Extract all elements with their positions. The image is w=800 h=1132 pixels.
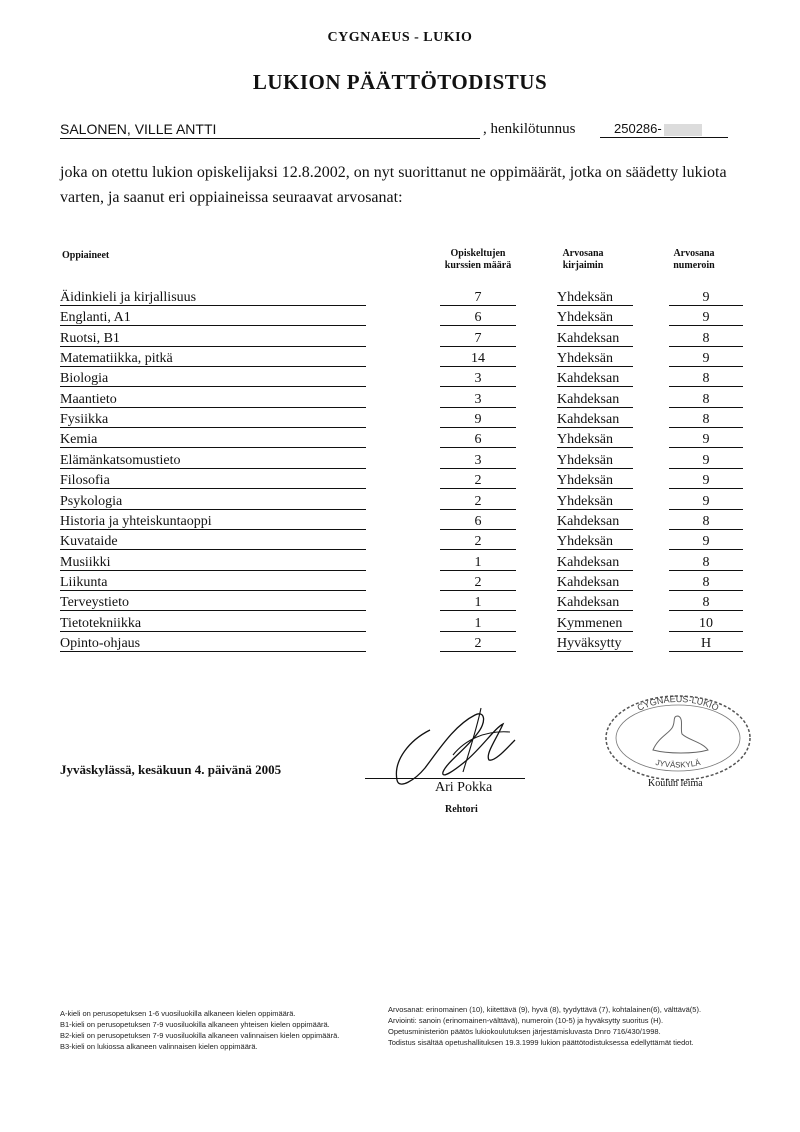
intro-line-2: varten, ja saanut eri oppiaineissa seuraavat arvosanat: [60, 189, 403, 206]
subject-cell: Tietotekniikka [60, 615, 366, 632]
stamp-top-text: CYGNAEUS-LUKIO [635, 693, 721, 713]
grade-number-cell: H [669, 635, 743, 652]
column-header-courses [438, 248, 518, 272]
table-row [0, 615, 800, 635]
grade-word-cell: Kahdeksan [557, 513, 633, 530]
grade-word-cell: Yhdeksän [557, 452, 633, 469]
courses-cell: 3 [440, 391, 516, 408]
subject-cell: Terveystieto [60, 594, 366, 611]
signer-role: Rehtori [445, 804, 478, 815]
courses-cell: 2 [440, 493, 516, 510]
subject-cell: Musiikki [60, 554, 366, 571]
grade-word-cell: Kahdeksan [557, 574, 633, 591]
courses-cell: 9 [440, 411, 516, 428]
footnote-left: B1-kieli on perusopetuksen 7-9 vuosiluokilla alkaneen yhteisen kielen oppimäärä. [60, 1020, 330, 1029]
grade-number-cell: 9 [669, 452, 743, 469]
table-row [0, 574, 800, 594]
id-redaction [664, 124, 702, 136]
subject-cell: Filosofia [60, 472, 366, 489]
courses-cell: 2 [440, 472, 516, 489]
school-stamp [598, 688, 758, 783]
table-row [0, 635, 800, 655]
grade-word-cell: Kahdeksan [557, 370, 633, 387]
subject-cell: Kuvataide [60, 533, 366, 550]
table-row [0, 330, 800, 350]
grade-word-cell: Yhdeksän [557, 350, 633, 367]
id-value: 250286- [614, 121, 662, 136]
grade-word-cell: Kahdeksan [557, 554, 633, 571]
grade-word-cell: Kymmenen [557, 615, 633, 632]
table-row [0, 493, 800, 513]
column-header-grade-word [551, 248, 615, 272]
footnote-left: A-kieli on perusopetuksen 1-6 vuosiluokilla alkaneen kielen oppimäärä. [60, 1009, 296, 1018]
footnote-left: B3-kieli on lukiossa alkaneen valinnaisen kielen oppimäärä. [60, 1042, 258, 1051]
grade-number-cell: 9 [669, 472, 743, 489]
grade-number-cell: 8 [669, 411, 743, 428]
courses-cell: 7 [440, 289, 516, 306]
footnotes-right [388, 1004, 778, 1048]
subject-cell: Opinto-ohjaus [60, 635, 366, 652]
courses-header-line1: Opiskeltujen [450, 248, 506, 259]
table-row [0, 533, 800, 553]
grade-word-cell: Yhdeksän [557, 472, 633, 489]
place-date: Jyväskylässä, kesäkuun 4. päivänä 2005 [60, 762, 282, 777]
grade-number-cell: 9 [669, 350, 743, 367]
courses-cell: 6 [440, 513, 516, 530]
table-row [0, 391, 800, 411]
courses-cell: 3 [440, 370, 516, 387]
grade-number-cell: 8 [669, 391, 743, 408]
courses-cell: 2 [440, 533, 516, 550]
table-row [0, 452, 800, 472]
stamp-bottom-text: JYVÄSKYLÄ [654, 757, 702, 770]
subject-cell: Englanti, A1 [60, 309, 366, 326]
stamp-label: Koulun leima [648, 778, 703, 789]
num-header-line1: Arvosana [673, 248, 715, 259]
courses-cell: 7 [440, 330, 516, 347]
table-row [0, 309, 800, 329]
grade-number-cell: 8 [669, 513, 743, 530]
courses-cell: 2 [440, 574, 516, 591]
table-row [0, 350, 800, 370]
footnote-right: Arvosanat: erinomainen (10), kiitettävä (9), hyvä (8), tyydyttävä (7), kohtalainen(6), välttävä(5). [388, 1005, 702, 1014]
courses-cell: 6 [440, 309, 516, 326]
grade-number-cell: 8 [669, 370, 743, 387]
courses-cell: 1 [440, 554, 516, 571]
footnote-right: Opetusministeriön päätös lukiokoulutuksen järjestämisluvasta Dnro 716/430/1998. [388, 1027, 661, 1036]
table-row [0, 513, 800, 533]
grade-number-cell: 8 [669, 594, 743, 611]
grade-word-cell: Hyväksytty [557, 635, 633, 652]
student-name: SALONEN, VILLE ANTTI [60, 120, 480, 139]
grade-word-cell: Yhdeksän [557, 533, 633, 550]
grade-word-cell: Yhdeksän [557, 289, 633, 306]
grade-number-cell: 9 [669, 493, 743, 510]
subject-cell: Fysiikka [60, 411, 366, 428]
courses-cell: 1 [440, 615, 516, 632]
grade-number-cell: 10 [669, 615, 743, 632]
svg-text:CYGNAEUS-LUKIO [636, 694, 721, 713]
subject-cell: Matematiikka, pitkä [60, 350, 366, 367]
grade-word-cell: Yhdeksän [557, 309, 633, 326]
subject-cell: Psykologia [60, 493, 366, 510]
school-name: CYGNAEUS - LUKIO [327, 30, 473, 45]
table-row [0, 370, 800, 390]
column-header-subject: Oppiaineet [62, 250, 110, 261]
subject-cell: Kemia [60, 431, 366, 448]
id-field [600, 120, 728, 138]
footnote-left: B2-kieli on perusopetuksen 7-9 vuosiluokilla alkaneen valinnaisen kielen oppimäärä. [60, 1031, 340, 1040]
table-row [0, 554, 800, 574]
grade-number-cell: 8 [669, 330, 743, 347]
grade-word-cell: Yhdeksän [557, 431, 633, 448]
subject-cell: Biologia [60, 370, 366, 387]
footnotes-left [60, 1008, 380, 1052]
grade-number-cell: 9 [669, 289, 743, 306]
grade-number-cell: 8 [669, 554, 743, 571]
subject-cell: Historia ja yhteiskuntaoppi [60, 513, 366, 530]
table-row [0, 289, 800, 309]
grade-word-cell: Kahdeksan [557, 391, 633, 408]
courses-cell: 6 [440, 431, 516, 448]
courses-header-line2: kurssien määrä [444, 260, 512, 271]
grade-word-cell: Kahdeksan [557, 594, 633, 611]
num-header-line2: numeroin [673, 260, 715, 271]
subject-cell: Maantieto [60, 391, 366, 408]
courses-cell: 1 [440, 594, 516, 611]
grade-word-cell: Yhdeksän [557, 493, 633, 510]
intro-text [60, 160, 770, 210]
grade-number-cell: 9 [669, 431, 743, 448]
table-row [0, 411, 800, 431]
footnote-right: Arviointi: sanoin (erinomainen-välttävä), numeroin (10-5) ja hyväksytty suoritus (H). [388, 1016, 664, 1025]
grade-word-cell: Kahdeksan [557, 411, 633, 428]
word-header-line1: Arvosana [562, 248, 604, 259]
grade-word-cell: Kahdeksan [557, 330, 633, 347]
courses-cell: 2 [440, 635, 516, 652]
svg-text:JYVÄSKYLÄ [655, 758, 702, 770]
column-header-grade-number [662, 248, 726, 272]
table-row [0, 472, 800, 492]
id-label: , henkilötunnus [483, 121, 576, 137]
courses-cell: 14 [440, 350, 516, 367]
signer-name: Ari Pokka [435, 780, 493, 795]
subject-cell: Elämänkatsomustieto [60, 452, 366, 469]
courses-cell: 3 [440, 452, 516, 469]
document-title: LUKION PÄÄTTÖTODISTUS [252, 70, 548, 94]
subject-cell: Liikunta [60, 574, 366, 591]
subject-cell: Äidinkieli ja kirjallisuus [60, 289, 366, 306]
grade-number-cell: 9 [669, 533, 743, 550]
table-row [0, 594, 800, 614]
table-row [0, 431, 800, 451]
footnote-right: Todistus sisältää opetushallituksen 19.3.1999 lukion päättötodistuksessa edellyttämät tiedot. [388, 1038, 694, 1047]
intro-line-1: joka on otettu lukion opiskelijaksi 12.8.2002, on nyt suorittanut ne oppimäärät, jotka on säädetty lukiota [60, 164, 727, 181]
word-header-line2: kirjaimin [562, 260, 604, 271]
signature-line [365, 778, 525, 779]
grade-number-cell: 9 [669, 309, 743, 326]
subject-cell: Ruotsi, B1 [60, 330, 366, 347]
grade-number-cell: 8 [669, 574, 743, 591]
